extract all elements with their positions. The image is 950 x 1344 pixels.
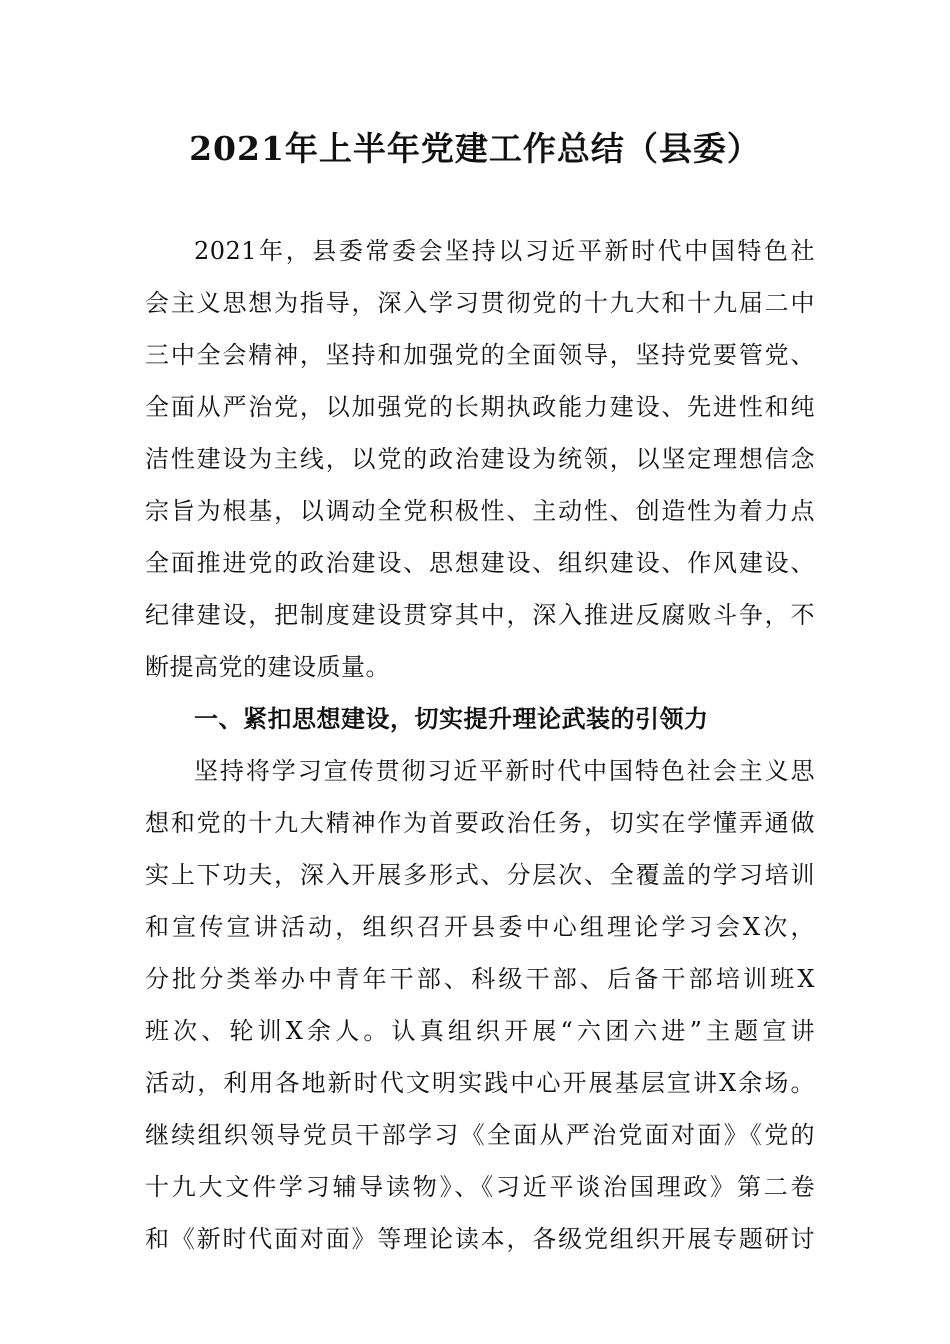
paragraph-line: 继续组织领导党员干部学习《全面从严治党面对面》《党的 <box>145 1121 815 1149</box>
document-title: 2021年上半年党建工作总结（县委） <box>189 129 761 168</box>
paragraph-line: 断提高党的建设质量。 <box>145 653 390 681</box>
paragraph-line: 三中全会精神，坚持和加强党的全面领导，坚持党要管党、 <box>145 341 815 369</box>
paragraph-line: 和《新时代面对面》等理论读本，各级党组织开展专题研讨 <box>145 1225 815 1253</box>
paragraph-line: 活动，利用各地新时代文明实践中心开展基层宣讲X余场。 <box>145 1069 815 1097</box>
paragraph-line: 全面从严治党，以加强党的长期执政能力建设、先进性和纯 <box>145 393 815 421</box>
paragraph-line: 全面推进党的政治建设、思想建设、组织建设、作风建设、 <box>145 549 815 577</box>
paragraph-line: 纪律建设，把制度建设贯穿其中，深入推进反腐败斗争，不 <box>145 601 815 629</box>
section-heading: 一、紧扣思想建设，切实提升理论武装的引领力 <box>194 705 709 733</box>
paragraph-line: 想和党的十九大精神作为首要政治任务，切实在学懂弄通做 <box>145 809 815 837</box>
paragraph-line: 十九大文件学习辅导读物》、《习近平谈治国理政》第二卷 <box>145 1173 815 1201</box>
paragraph-line: 宗旨为根基，以调动全党积极性、主动性、创造性为着力点 <box>145 497 815 525</box>
paragraph-line: 2021年，县委常委会坚持以习近平新时代中国特色社 <box>194 237 815 265</box>
paragraph-line: 实上下功夫，深入开展多形式、分层次、全覆盖的学习培训 <box>145 861 815 889</box>
paragraph-line: 和宣传宣讲活动，组织召开县委中心组理论学习会X次， <box>145 913 815 941</box>
paragraph-line: 班次、轮训X余人。认真组织开展“六团六进”主题宣讲 <box>145 1017 815 1045</box>
paragraph-line: 洁性建设为主线，以党的政治建设为统领，以坚定理想信念 <box>145 445 815 473</box>
paragraph-line: 分批分类举办中青年干部、科级干部、后备干部培训班X <box>145 965 815 993</box>
paragraph-line: 会主义思想为指导，深入学习贯彻党的十九大和十九届二中 <box>145 289 815 317</box>
paragraph-line: 坚持将学习宣传贯彻习近平新时代中国特色社会主义思 <box>194 757 815 785</box>
